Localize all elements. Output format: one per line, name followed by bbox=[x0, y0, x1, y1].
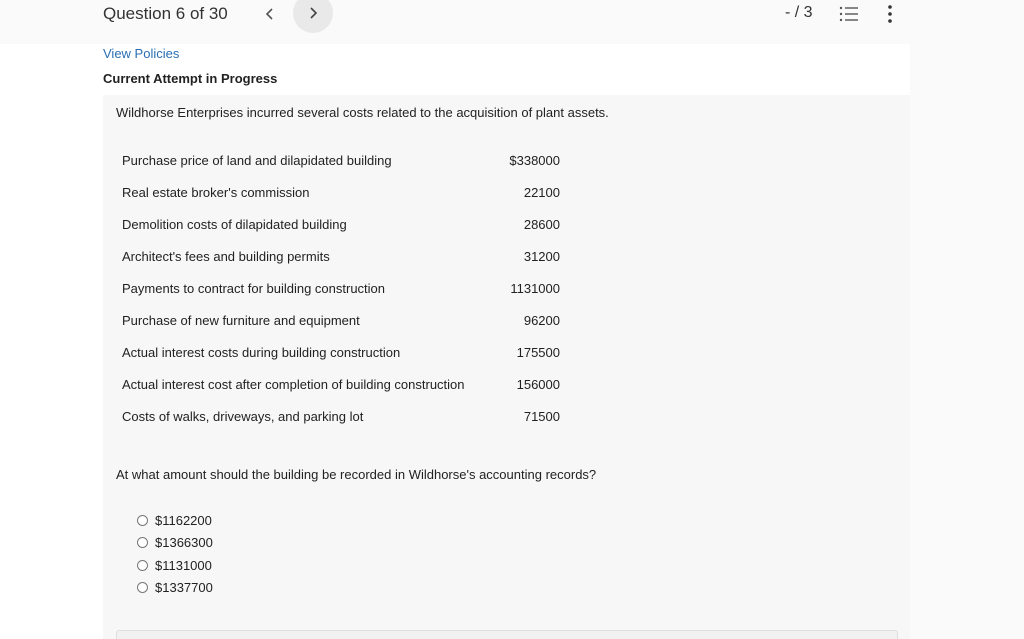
previous-question-button[interactable] bbox=[256, 0, 284, 28]
question-text: At what amount should the building be recorded in Wildhorse's accounting records? bbox=[116, 467, 597, 482]
radio-button[interactable] bbox=[137, 537, 148, 548]
cost-label: Actual interest costs during building construction bbox=[122, 344, 401, 360]
cost-row bbox=[122, 304, 562, 336]
next-question-button[interactable] bbox=[293, 0, 333, 33]
cost-amount: 156000 bbox=[516, 376, 560, 392]
more-options-icon[interactable] bbox=[882, 4, 898, 24]
answer-option-label: $1131000 bbox=[155, 557, 212, 573]
cost-row bbox=[122, 208, 562, 240]
answer-option[interactable] bbox=[137, 532, 213, 555]
answer-options bbox=[137, 509, 213, 599]
cost-amount: 28600 bbox=[523, 216, 560, 232]
cost-row bbox=[122, 368, 562, 400]
cost-label: Architect's fees and building permits bbox=[122, 248, 330, 264]
question-content bbox=[0, 44, 910, 639]
cost-label: Actual interest cost after completion of building construction bbox=[122, 376, 465, 392]
question-list-icon[interactable] bbox=[839, 5, 859, 23]
top-bar bbox=[0, 0, 1024, 44]
chevron-right-icon bbox=[308, 7, 318, 19]
cost-amount: 22100 bbox=[523, 184, 560, 200]
cost-row bbox=[122, 272, 562, 304]
question-panel bbox=[103, 95, 910, 639]
score-display: - / 3 bbox=[785, 4, 813, 21]
cost-amount: 1131000 bbox=[510, 280, 560, 296]
answer-option[interactable] bbox=[137, 509, 213, 532]
attempt-status: Current Attempt in Progress bbox=[103, 71, 278, 86]
cost-table bbox=[122, 144, 562, 432]
cost-amount: 175500 bbox=[516, 344, 560, 360]
cost-row bbox=[122, 176, 562, 208]
cost-label: Payments to contract for building construction bbox=[122, 280, 386, 296]
cost-amount: 31200 bbox=[523, 248, 560, 264]
chevron-left-icon bbox=[265, 8, 275, 20]
answer-option-label: $1337700 bbox=[155, 580, 213, 596]
answer-option[interactable] bbox=[137, 554, 213, 577]
cost-label: Real estate broker's commission bbox=[122, 184, 310, 200]
cost-row bbox=[122, 400, 562, 432]
cost-label: Demolition costs of dilapidated building bbox=[122, 216, 347, 232]
cost-amount: $338000 bbox=[509, 152, 560, 168]
cost-row bbox=[122, 240, 562, 272]
cost-row bbox=[122, 336, 562, 368]
answer-option-label: $1162200 bbox=[155, 512, 212, 528]
problem-intro: Wildhorse Enterprises incurred several costs related to the acquisition of plant assets. bbox=[116, 105, 609, 120]
radio-button[interactable] bbox=[137, 560, 148, 571]
cost-row bbox=[122, 144, 562, 176]
radio-button[interactable] bbox=[137, 515, 148, 526]
answer-option-label: $1366300 bbox=[155, 535, 213, 551]
cost-amount: 96200 bbox=[523, 312, 560, 328]
cost-label: Purchase of new furniture and equipment bbox=[122, 312, 360, 328]
question-title: Question 6 of 30 bbox=[103, 4, 228, 23]
answer-option[interactable] bbox=[137, 577, 213, 600]
view-policies-link[interactable]: View Policies bbox=[103, 46, 180, 61]
cost-label: Costs of walks, driveways, and parking lot bbox=[122, 408, 364, 424]
cost-amount: 71500 bbox=[523, 408, 560, 424]
cost-label: Purchase price of land and dilapidated building bbox=[122, 152, 392, 168]
radio-button[interactable] bbox=[137, 582, 148, 593]
answer-feedback-box bbox=[116, 630, 898, 639]
